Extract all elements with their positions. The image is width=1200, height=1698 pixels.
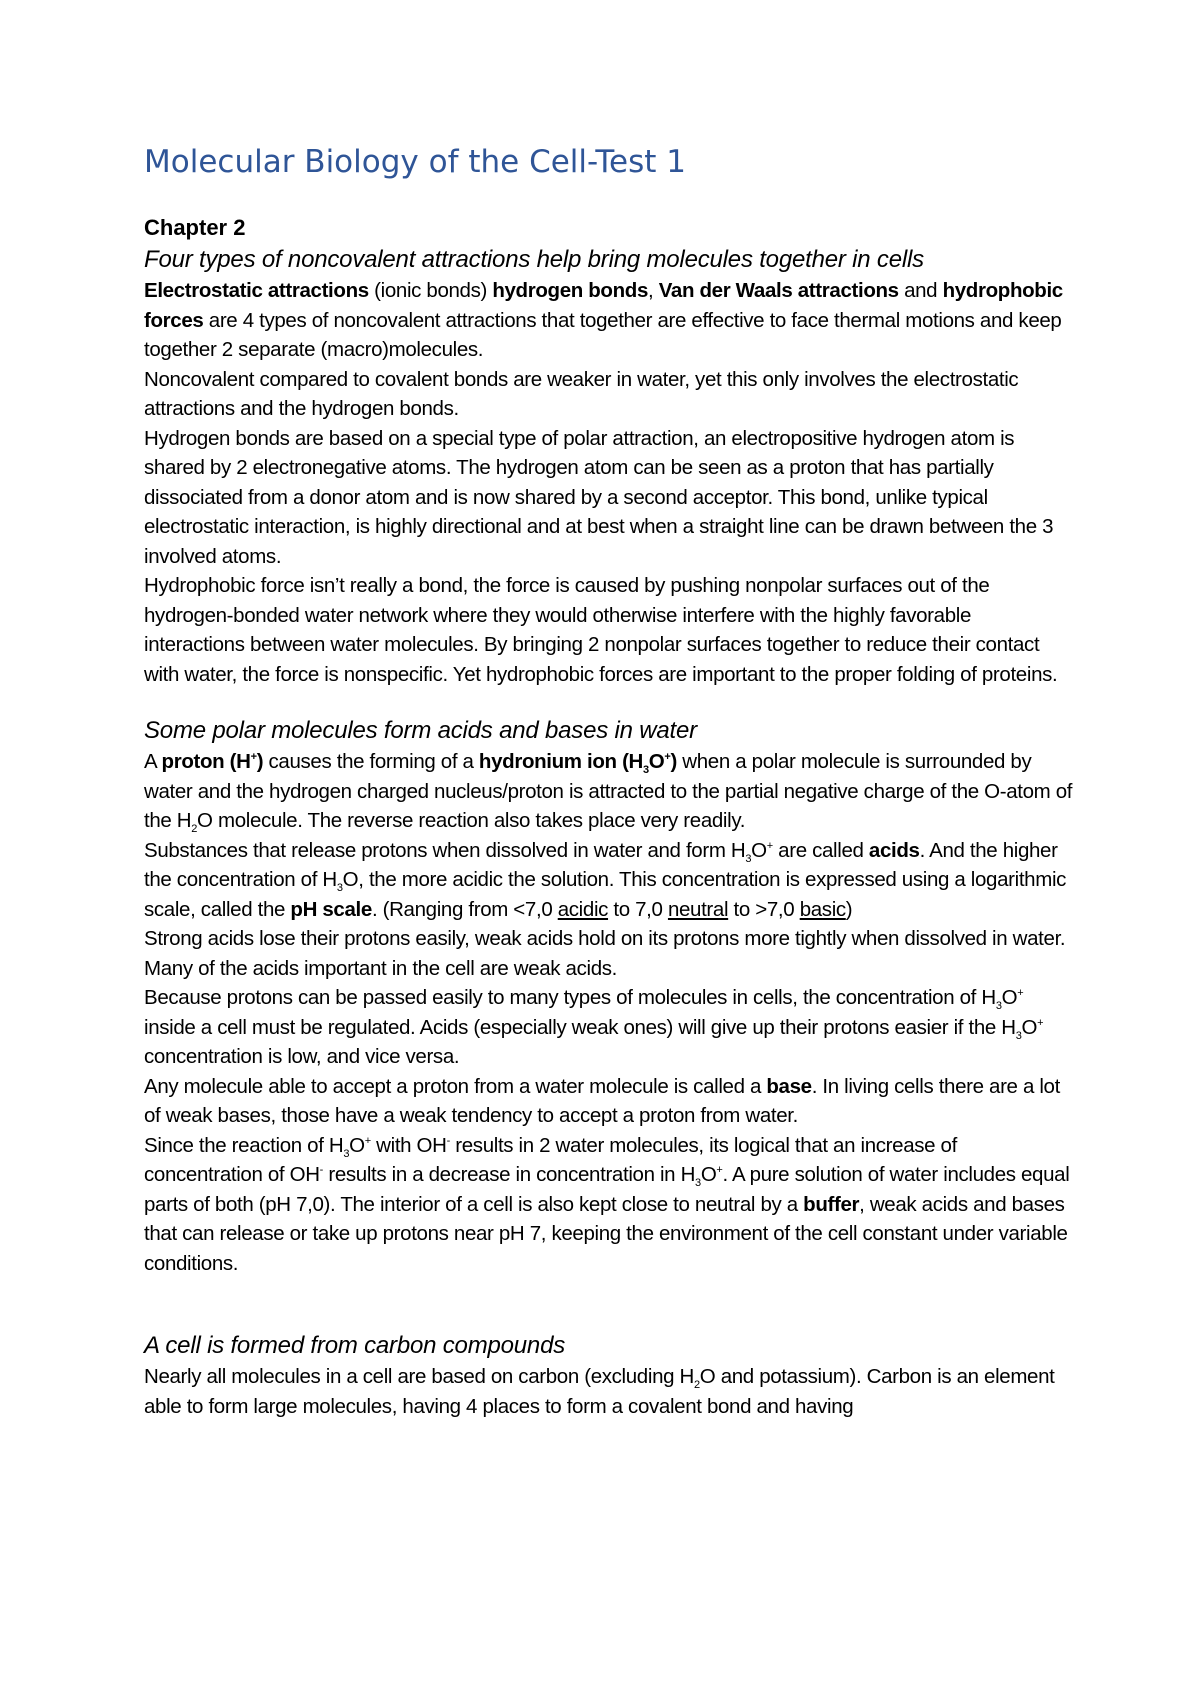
term-buffer: buffer: [803, 1192, 860, 1216]
text-run: . A pure solution of water includes equal parts of both (pH 7,0). The interior of a cell is also kept close to neutral by a: [144, 1163, 1070, 1216]
text-run: O molecule. The reverse reaction also takes place very readily.: [197, 809, 746, 832]
section-heading-acids-bases: Some polar molecules form acids and bases in water: [144, 717, 697, 744]
term-acidic: acidic: [557, 897, 609, 921]
section-heading-carbon-compounds: A cell is formed from carbon compounds: [144, 1332, 566, 1359]
text-run: results in 2 water molecules, its logical that an increase of concentration of OH: [144, 1133, 957, 1186]
subscript: 2: [191, 823, 198, 836]
text-run: . In living cells there are a lot of weak bases, those have a weak tendency to accept a proton from water.: [144, 1074, 1060, 1127]
text-run: with OH: [370, 1133, 447, 1157]
term-hydronium-ion: [478, 750, 677, 777]
superscript: +: [766, 839, 773, 852]
text-run: Any molecule able to accept a proton from a water molecule is called a: [144, 1074, 767, 1098]
paragraph-buffer: [144, 1131, 1074, 1279]
text-run: inside a cell must be regulated. Acids (especially weak ones) will give up their protons easier if the H: [144, 1015, 1016, 1039]
superscript: +: [250, 751, 257, 764]
text-run: O: [751, 838, 767, 862]
superscript: -: [319, 1164, 323, 1177]
superscript: +: [716, 1164, 723, 1177]
superscript: +: [1017, 987, 1024, 1000]
text-run: O: [1021, 1015, 1038, 1039]
subscript: 3: [995, 1000, 1002, 1013]
term-neutral: neutral: [667, 897, 729, 921]
subscript: 3: [1015, 1029, 1022, 1042]
text-run: O, the more acidic the solution. This concentration is expressed using a logarithmic scale, called the: [144, 868, 1067, 921]
subscript: 3: [343, 1147, 350, 1160]
term-van-der-waals: Van der Waals attractions: [658, 279, 899, 302]
text-run: proton (H: [161, 750, 251, 773]
text-run: to 7,0: [608, 897, 668, 921]
text-run: O: [648, 750, 665, 773]
superscript: +: [1037, 1016, 1044, 1029]
text-run: and: [898, 279, 943, 302]
term-ph-scale: pH scale: [290, 897, 372, 921]
text-run: . And the higher the concentration of H: [144, 838, 1058, 891]
text-run: ): [256, 750, 264, 773]
paragraph-strong-weak-acids: Strong acids lose their protons easily, weak acids hold on its protons more tightly when dissolved in water. Many of the acids important in the cell are weak acids.: [144, 927, 1066, 980]
text-run: O: [1001, 986, 1018, 1009]
term-base: base: [766, 1074, 812, 1098]
text-run: O: [700, 1163, 717, 1186]
text-run: results in a decrease in concentration in H: [323, 1163, 696, 1186]
text-run: Since the reaction of H: [144, 1133, 344, 1157]
superscript: +: [364, 1134, 371, 1147]
text-run: ): [670, 750, 677, 773]
section-heading-noncovalent: Four types of noncovalent attractions help bring molecules together in cells: [144, 246, 924, 273]
text-run: hydronium ion (H: [478, 750, 643, 773]
subscript: 3: [695, 1177, 701, 1190]
text-run: Because protons can be passed easily to many types of molecules in cells, the concentration of H: [144, 986, 996, 1009]
superscript: +: [664, 751, 671, 764]
term-electrostatic-attractions: Electrostatic attractions: [144, 279, 369, 302]
text-run: when a polar molecule is surrounded by water and the hydrogen charged nucleus/proton is attracted to the partial negative charge of the O-atom of the H: [144, 750, 1073, 832]
text-run: Substances that release protons when dissolved in water and form H: [144, 838, 746, 862]
term-acids: acids: [868, 838, 920, 862]
document-body: [144, 140, 1074, 1421]
paragraph-noncovalent-vs-covalent: Noncovalent compared to covalent bonds are weaker in water, yet this only involves the electrostatic attractions and the hydrogen bonds.: [144, 367, 1019, 420]
text-run: O: [349, 1133, 365, 1157]
text-run: ,: [648, 279, 659, 302]
subscript: 2: [693, 1379, 700, 1392]
term-proton: [162, 750, 264, 773]
subscript: 3: [745, 852, 752, 865]
text-run: concentration is low, and vice versa.: [144, 1045, 460, 1068]
text-run: are called: [772, 838, 869, 862]
paragraph-proton-regulation: [144, 983, 1074, 1072]
chapter-heading: Chapter 2: [144, 215, 246, 240]
paragraph-noncovalent-types: [144, 276, 1074, 365]
paragraph-acids-ph-scale: [144, 836, 1074, 925]
text-run: Nearly all molecules in a cell are based on carbon (excluding H: [144, 1365, 694, 1388]
text-run: . (Ranging from <7,0: [371, 897, 558, 921]
term-hydrogen-bonds: hydrogen bonds: [492, 279, 649, 302]
paragraph-hydrophobic-force: Hydrophobic force isn’t really a bond, the force is caused by pushing nonpolar surfaces out of the hydrogen-bonded water network where they would otherwise interfere with the highly favorable interactions between water molecules. By bringing 2 nonpolar surfaces together to reduce their contact with water, the force is nonspecific. Yet hydrophobic forces are important to the proper folding of proteins.: [144, 574, 1058, 686]
paragraph-hydrogen-bonds: Hydrogen bonds are based on a special type of polar attraction, an electropositive hydrogen atom is shared by 2 electronegative atoms. The hydrogen atom can be seen as a proton that has partially dissociated from a donor atom and is now shared by a second acceptor. This bond, unlike typical electrostatic interaction, is highly directional and at best when a straight line can be drawn between the 3 involved atoms.: [144, 426, 1054, 568]
document-title: Molecular Biology of the Cell-Test 1: [144, 144, 686, 180]
text-run: (ionic bonds): [368, 279, 493, 302]
text-run: O and potassium). Carbon is an element able to form large molecules, having 4 places to form a covalent bond and having: [144, 1365, 1055, 1418]
text-run: are 4 types of noncovalent attractions that together are effective to face thermal motions and keep together 2 separate (macro)molecules.: [144, 308, 1062, 361]
superscript: -: [446, 1134, 450, 1147]
text-run: , weak acids and bases that can release or take up protons near pH 7, keeping the environment of the cell constant under variable conditions.: [144, 1192, 1068, 1275]
paragraph-carbon: [144, 1362, 1074, 1421]
paragraph-base-definition: [144, 1072, 1074, 1131]
text-run: causes the forming of a: [263, 750, 479, 773]
text-run: to >7,0: [728, 897, 800, 921]
text-run: ): [845, 897, 853, 921]
text-run: A: [144, 750, 162, 773]
term-basic: basic: [799, 897, 846, 921]
subscript: 3: [336, 882, 343, 895]
term-hydrophobic-forces: hydrophobic forces: [144, 279, 1063, 332]
subscript: 3: [643, 764, 649, 777]
paragraph-proton-hydronium: [144, 747, 1074, 836]
